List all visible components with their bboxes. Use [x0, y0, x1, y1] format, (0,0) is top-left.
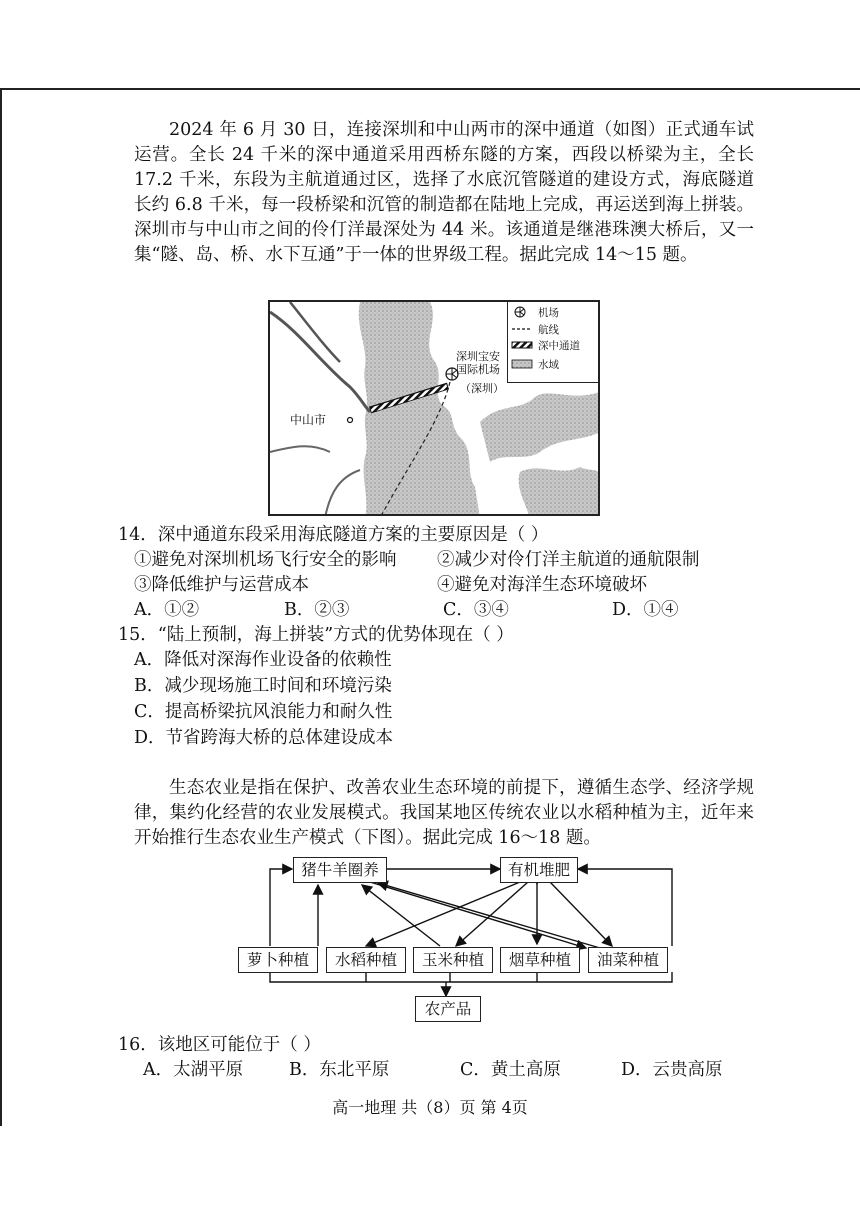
airport-label-line-1: 深圳宝安 — [456, 350, 500, 363]
arrow-rapeseed-to-compost — [578, 869, 672, 946]
node-products: 农产品 — [415, 996, 481, 1022]
q15-option-c: C．提高桥梁抗风浪能力和耐久性 — [134, 702, 393, 722]
q14-option-c: C．③④ — [443, 600, 509, 620]
node-rice: 水稻种植 — [326, 947, 406, 973]
zhongshan-city-label: 中山市 — [290, 413, 327, 427]
q16-option-a: A．太湖平原 — [143, 1060, 244, 1080]
q15-option-d: D．节省跨海大桥的总体建设成本 — [134, 728, 394, 748]
q14-statement-2: ②减少对伶仃洋主航道的通航限制 — [437, 550, 700, 570]
q14-stem: 14．深中通道东段采用海底隧道方案的主要原因是（ ） — [118, 525, 549, 545]
arrow-corn-to-livestock — [362, 885, 440, 946]
node-corn: 玉米种植 — [413, 947, 493, 973]
q14-statement-4: ④避免对海洋生态环境破坏 — [437, 575, 647, 595]
arrow-livestock-to-tobacco — [370, 882, 586, 948]
q16-option-d: D．云贵高原 — [621, 1060, 723, 1080]
intro-paragraph-1: 2024 年 6 月 30 日，连接深圳和中山两市的深中通道（如图）正式通车试运营。全长 24 千米的深中通道采用西桥东隧的方案，西段以桥梁为主，全长 17.2 千米，东段为主航道通过区，选择了水底沉管隧道的建设方式，海底隧道长约 6.8 千米，每一段桥梁和沉管的制造都在陆地上完成，再运送到海上拼装。深圳市与中山市之间的伶仃洋最深处为 44 米。该通道是继港珠澳大桥后，又一集“隧、岛、桥、水下互通”于一体的世界级工程。据此完成 14～15 题。 — [134, 120, 754, 265]
arrow-compost-to-corn — [456, 882, 528, 946]
q14-statement-3: ③降低维护与运营成本 — [134, 575, 309, 595]
legend-water-label: 水域 — [538, 359, 559, 371]
products-collector-line — [270, 972, 672, 982]
page-footer: 高一地理 共（8）页 第 4页 — [332, 1098, 528, 1117]
q16-option-b: B．东北平原 — [289, 1060, 390, 1080]
q16-option-c: C．黄土高原 — [460, 1060, 561, 1080]
q14-option-a: A．①② — [134, 600, 200, 620]
q14-option-d: D．①④ — [612, 600, 679, 620]
arrow-radish-to-livestock — [270, 869, 292, 946]
q15-stem: 15．“陆上预制，海上拼装”方式的优势体现在（ ） — [118, 625, 514, 645]
q15-option-a: A．降低对深海作业设备的依赖性 — [134, 650, 392, 670]
legend-tunnel-label: 深中通道 — [538, 340, 580, 352]
q15-option-b: B．减少现场施工时间和环境污染 — [134, 676, 392, 696]
intro-paragraph-2: 生态农业是指在保护、改善农业生态环境的前提下，遵循生态学、经济学规律，集约化经营的农业发展模式。我国某地区传统农业以水稻种植为主，近年来开始推行生态农业生产模式（下图）。据此完成 16～18 题。 — [134, 778, 754, 848]
node-radish: 萝卜种植 — [238, 947, 318, 973]
node-compost: 有机堆肥 — [500, 857, 578, 883]
node-tobacco: 烟草种植 — [500, 947, 580, 973]
q14-statement-1: ①避免对深圳机场飞行安全的影响 — [134, 550, 397, 570]
legend-route-label: 航线 — [538, 324, 559, 336]
arrow-compost-to-rice — [366, 882, 520, 946]
node-rapeseed: 油菜种植 — [588, 947, 668, 973]
legend-airport-label: 机场 — [538, 307, 559, 319]
airport-label-line-3: （深圳） — [460, 382, 504, 395]
airport-label-line-2: 国际机场 — [456, 363, 500, 376]
arrow-rapeseed-to-livestock — [378, 883, 600, 948]
node-livestock: 猪牛羊圈养 — [293, 857, 387, 883]
q16-stem: 16．该地区可能位于（ ） — [118, 1035, 321, 1055]
q14-option-b: B．②③ — [284, 600, 350, 620]
